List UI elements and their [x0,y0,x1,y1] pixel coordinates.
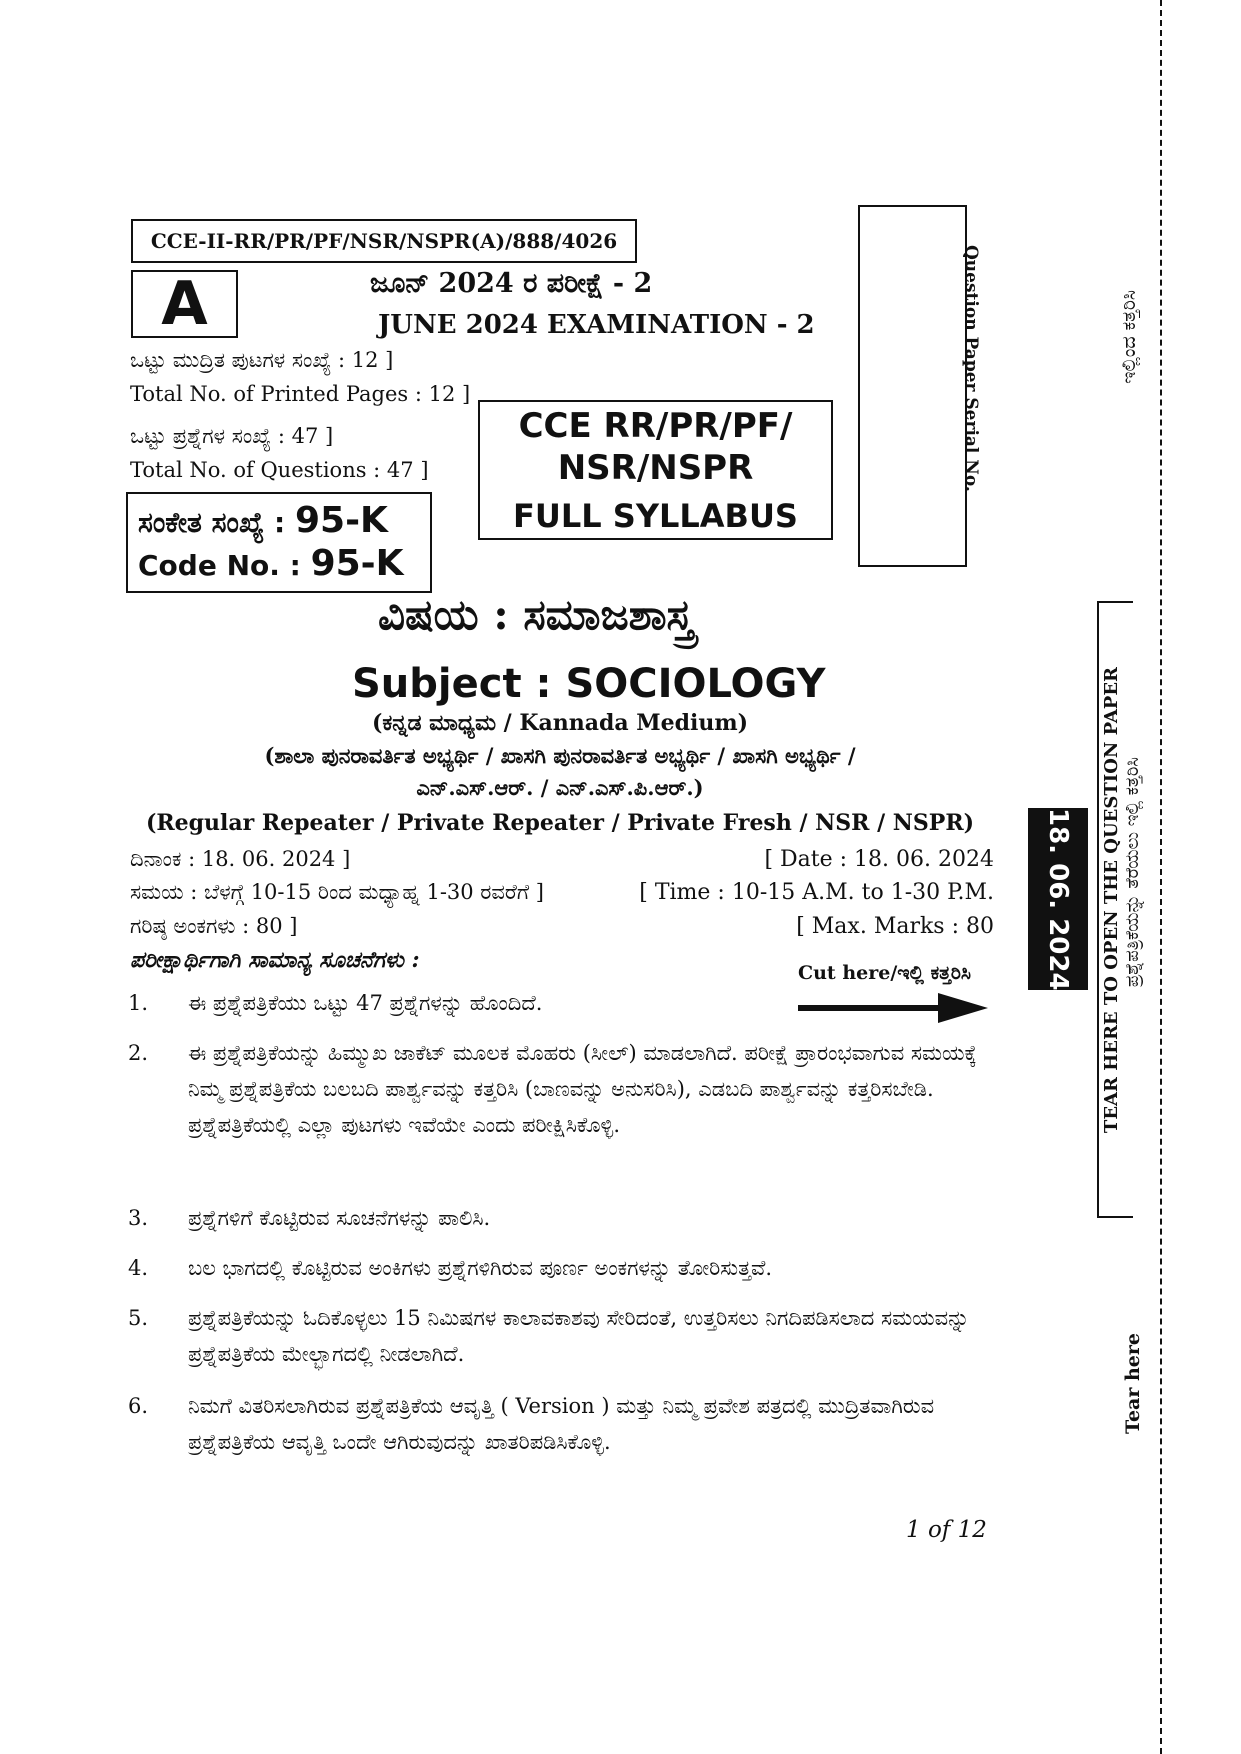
instruction-item: 4. ಬಲ ಭಾಗದಲ್ಲಿ ಕೊಟ್ಟಿರುವ ಅಂಕಿಗಳು ಪ್ರಶ್ನೆಗಳಿಗಿರುವ ಪೂರ್ಣ ಅಂಕಗಳನ್ನು ತೋರಿಸುತ್ತವೆ. [128,1256,773,1280]
instructions-heading: ಪರೀಕ್ಷಾರ್ಥಿಗಾಗಿ ಸಾಮಾನ್ಯ ಸೂಚನೆಗಳು : [130,947,420,973]
printed-pages-english: Total No. of Printed Pages : 12 ] [130,382,471,406]
candidates-english: (Regular Repeater / Private Repeater / Private Fresh / NSR / NSPR) [145,810,975,836]
tear-here-label: Tear here [1122,1333,1144,1434]
questions-count-kannada: ಒಟ್ಟು ಪ್ರಶ್ನೆಗಳ ಸಂಖ್ಯೆ : 47 ] [130,424,334,448]
questions-count-english: Total No. of Questions : 47 ] [130,458,429,482]
tear-open-instruction-kannada: ಪ್ರಶ್ನೆಪತ್ರಿಕೆಯನ್ನು ತೆರೆಯಲು ಇಲ್ಲಿ ಕತ್ತರಿಸಿ [1122,757,1143,988]
code-label-kannada: ಸಂಕೇತ ಸಂಖ್ಯೆ : [138,506,295,539]
printed-pages-kannada: ಒಟ್ಟು ಮುದ್ರಿತ ಪುಟಗಳ ಸಂಖ್ಯೆ : 12 ] [130,348,394,372]
code-value-kannada: 95-K [294,500,388,541]
tear-open-instruction-english: TEAR HERE TO OPEN THE QUESTION PAPER [1101,667,1122,1134]
tear-dashed-line [1160,0,1162,1754]
serial-number-label: Question Paper Serial No. [961,245,981,492]
code-value-english: 95-K [310,543,404,584]
exam-title-english: JUNE 2024 EXAMINATION - 2 [378,310,815,340]
version-letter: A [131,270,238,338]
code-number-box [126,492,432,593]
syllabus-box [478,400,833,540]
instruction-item: 2. ಈ ಪ್ರಶ್ನೆಪತ್ರಿಕೆಯನ್ನು ಹಿಮ್ಮುಖ ಜಾಕೆಟ್ ಮೂಲಕ ಮೊಹರು (ಸೀಲ್) ಮಾಡಲಾಗಿದೆ. ಪರೀಕ್ಷೆ ಪ್ರಾರಂಭವಾಗುವ ಸಮಯಕ್ಕೆ ನಿಮ್ಮ ಪ್ರಶ್ನೆಪತ್ರಿಕೆಯ ಬಲಬದಿ ಪಾರ್ಶ್ವವನ್ನು ಕತ್ತರಿಸಿ (ಬಾಣವನ್ನು ಅನುಸರಿಸಿ), ಎಡಬದಿ ಪಾರ್ಶ್ವವನ್ನು ಕತ್ತರಿಸಬೇಡಿ. ಪ್ರಶ್ನೆಪತ್ರಿಕೆಯಲ್ಲಿ ಎಲ್ಲಾ ಪುಟಗಳು ಇವೆಯೇ ಎಂದು ಪರೀಕ್ಷಿಸಿಕೊಳ್ಳಿ. [128,1041,977,1137]
instruction-item: 1. ಈ ಪ್ರಶ್ನೆಪತ್ರಿಕೆಯು ಒಟ್ಟು 47 ಪ್ರಶ್ನೆಗಳನ್ನು ಹೊಂದಿದೆ. [128,991,543,1015]
max-marks-kannada: ಗರಿಷ್ಠ ಅಂಕಗಳು : 80 ] [130,914,298,938]
exam-title-kannada: ಜೂನ್ 2024 ರ ಪರೀಕ್ಷೆ - 2 [370,268,653,299]
syllabus-line-2: NSR/NSPR [557,448,754,488]
date-kannada: ದಿನಾಂಕ : 18. 06. 2024 ] [130,847,351,871]
medium-line: (ಕನ್ನಡ ಮಾಧ್ಯಮ / Kannada Medium) [371,710,749,736]
date-badge-text: 18. 06. 2024 [1043,807,1073,991]
paper-code-reference: CCE-II-RR/PR/PF/NSR/NSPR(A)/888/4026 [131,219,637,263]
max-marks-english: [ Max. Marks : 80 [796,914,994,939]
instruction-item: 3. ಪ್ರಶ್ನೆಗಳಿಗೆ ಕೊಟ್ಟಿರುವ ಸೂಚನೆಗಳನ್ನು ಪಾಲಿಸಿ. [128,1206,491,1230]
subject-english: Subject : SOCIOLOGY [352,661,826,707]
serial-number-box[interactable] [858,205,967,567]
candidates-kannada-1: (ಶಾಲಾ ಪುನರಾವರ್ತಿತ ಅಭ್ಯರ್ಥಿ / ಖಾಸಗಿ ಪುನರಾವರ್ತಿತ ಅಭ್ಯರ್ಥಿ / ಖಾಸಗಿ ಅಭ್ಯರ್ಥಿ / [264,743,856,768]
cut-from-here-label: ಇಲ್ಲಿಂದ ಕತ್ತರಿಸಿ [1118,290,1140,384]
syllabus-line-1: CCE RR/PR/PF/ [518,406,793,446]
time-kannada: ಸಮಯ : ಬೆಳಗ್ಗೆ 10-15 ರಿಂದ ಮಧ್ಯಾಹ್ನ 1-30 ರವರೆಗೆ ] [130,880,544,904]
cut-here-label: Cut here/ಇಲ್ಲಿ ಕತ್ತರಿಸಿ [798,962,971,984]
candidates-kannada-2: ಎನ್.ಎಸ್.ಆರ್. / ಎನ್.ಎಸ್.ಪಿ.ಆರ್.) [416,775,704,800]
syllabus-line-3: FULL SYLLABUS [513,497,798,535]
instruction-item: 6. ನಿಮಗೆ ವಿತರಿಸಲಾಗಿರುವ ಪ್ರಶ್ನೆಪತ್ರಿಕೆಯ ಆವೃತ್ತಿ ( Version ) ಮತ್ತು ನಿಮ್ಮ ಪ್ರವೇಶ ಪತ್ರದಲ್ಲಿ ಮುದ್ರಿತವಾಗಿರುವ ಪ್ರಶ್ನೆಪತ್ರಿಕೆಯ ಆವೃತ್ತಿ ಒಂದೇ ಆಗಿರುವುದನ್ನು ಖಾತರಿಪಡಿಸಿಕೊಳ್ಳಿ. [128,1394,935,1454]
instruction-item: 5. ಪ್ರಶ್ನೆಪತ್ರಿಕೆಯನ್ನು ಓದಿಕೊಳ್ಳಲು 15 ನಿಮಿಷಗಳ ಕಾಲಾವಕಾಶವು ಸೇರಿದಂತೆ, ಉತ್ತರಿಸಲು ನಿಗದಿಪಡಿಸಲಾದ ಸಮಯವನ್ನು ಪ್ರಶ್ನೆಪತ್ರಿಕೆಯ ಮೇಲ್ಭಾಗದಲ್ಲಿ ನೀಡಲಾಗಿದೆ. [128,1306,970,1366]
subject-kannada: ವಿಷಯ : ಸಮಾಜಶಾಸ್ತ್ರ [378,590,694,639]
code-label-english: Code No. : [138,549,311,582]
time-english: [ Time : 10-15 A.M. to 1-30 P.M. [639,880,994,905]
page-number: 1 of 12 [906,1517,987,1543]
date-english: [ Date : 18. 06. 2024 [764,847,994,872]
